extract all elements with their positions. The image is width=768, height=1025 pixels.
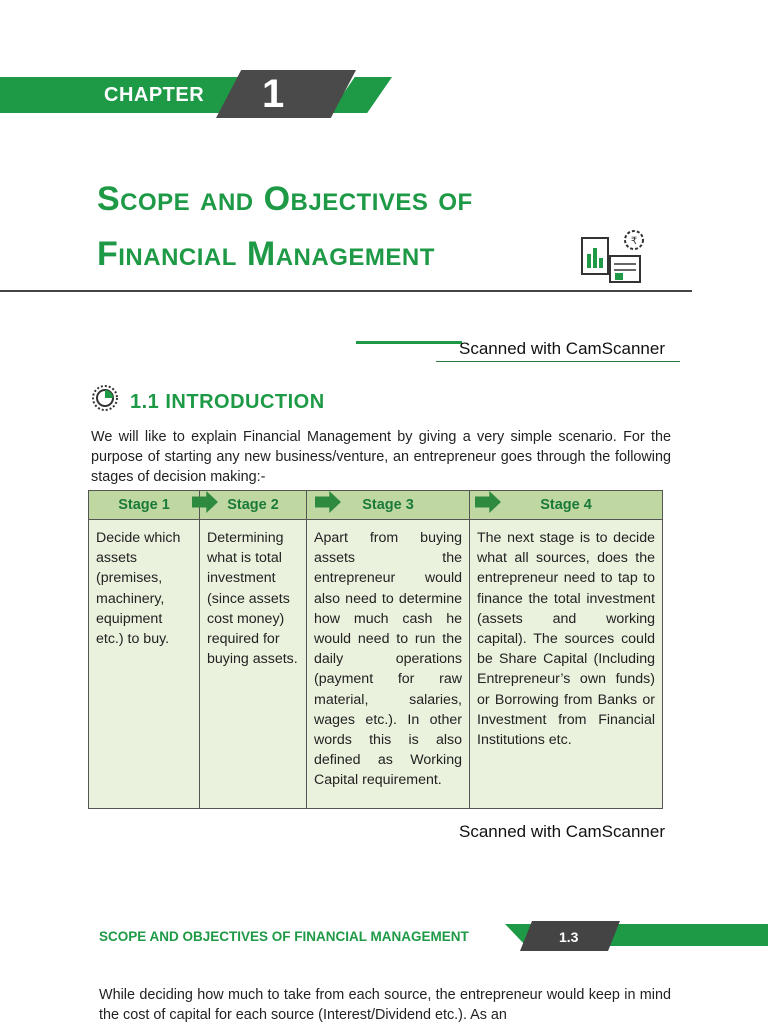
stage-header: Stage 4	[540, 497, 592, 513]
stages-table-body	[89, 520, 662, 808]
chapter-title-line1: Scope and Objectives of	[97, 180, 473, 218]
chapter-label: CHAPTER	[104, 84, 205, 106]
stages-table-header	[89, 491, 662, 520]
stage-description: Determining what is total investment (since assets cost money) required for buying assets.	[200, 520, 307, 808]
stage-description: Decide which assets (premises, machinery, equipment etc.) to buy.	[89, 520, 200, 808]
stage-header: Stage 2	[200, 491, 307, 519]
body-paragraph: While deciding how much to take from each source, the entrepreneur would keep in mind the cost of capital for each source (Interest/Dividend etc.). As an	[99, 987, 671, 1023]
stage-header: Stage 1	[89, 491, 200, 519]
svg-text:₹: ₹	[630, 236, 638, 247]
watermark-underline	[436, 361, 680, 362]
chapter-number: 1	[262, 72, 285, 116]
title-divider	[0, 290, 692, 292]
stage-description: The next stage is to decide what all sources, does the entrepreneur need to tap to finance the total investment (assets and working capital). The sources could be Share Capital (Including Entrepreneur’s own funds) or Borrowing from Banks or Investment from Financial Institutions etc.	[477, 530, 655, 749]
camscanner-watermark: Scanned with CamScanner	[459, 339, 666, 358]
section-heading: 1.1 INTRODUCTION	[130, 391, 325, 413]
page-number: 1.3	[559, 929, 579, 945]
chapter-title-line2: Financial Management	[97, 235, 435, 273]
stage-description: Apart from buying assets the entrepreneur would also need to determine how much cash he would need to run the daily operations (payment for raw material, salaries, wages etc.). In other words this is also defined as Working Capital requirement.	[307, 520, 470, 808]
stages-table	[88, 490, 663, 809]
intro-paragraph: We will like to explain Financial Management by giving a very simple scenario. For the purpose of starting any new business/venture, an entrepreneur goes through the following stages of decision making:-	[91, 429, 671, 485]
clock-icon	[90, 383, 120, 413]
camscanner-watermark: Scanned with CamScanner	[459, 822, 666, 841]
green-underline	[356, 341, 462, 344]
running-footer-title: SCOPE AND OBJECTIVES OF FINANCIAL MANAGEMENT	[99, 929, 469, 944]
finance-documents-icon	[578, 226, 654, 288]
stage-header: Stage 3	[307, 491, 470, 519]
